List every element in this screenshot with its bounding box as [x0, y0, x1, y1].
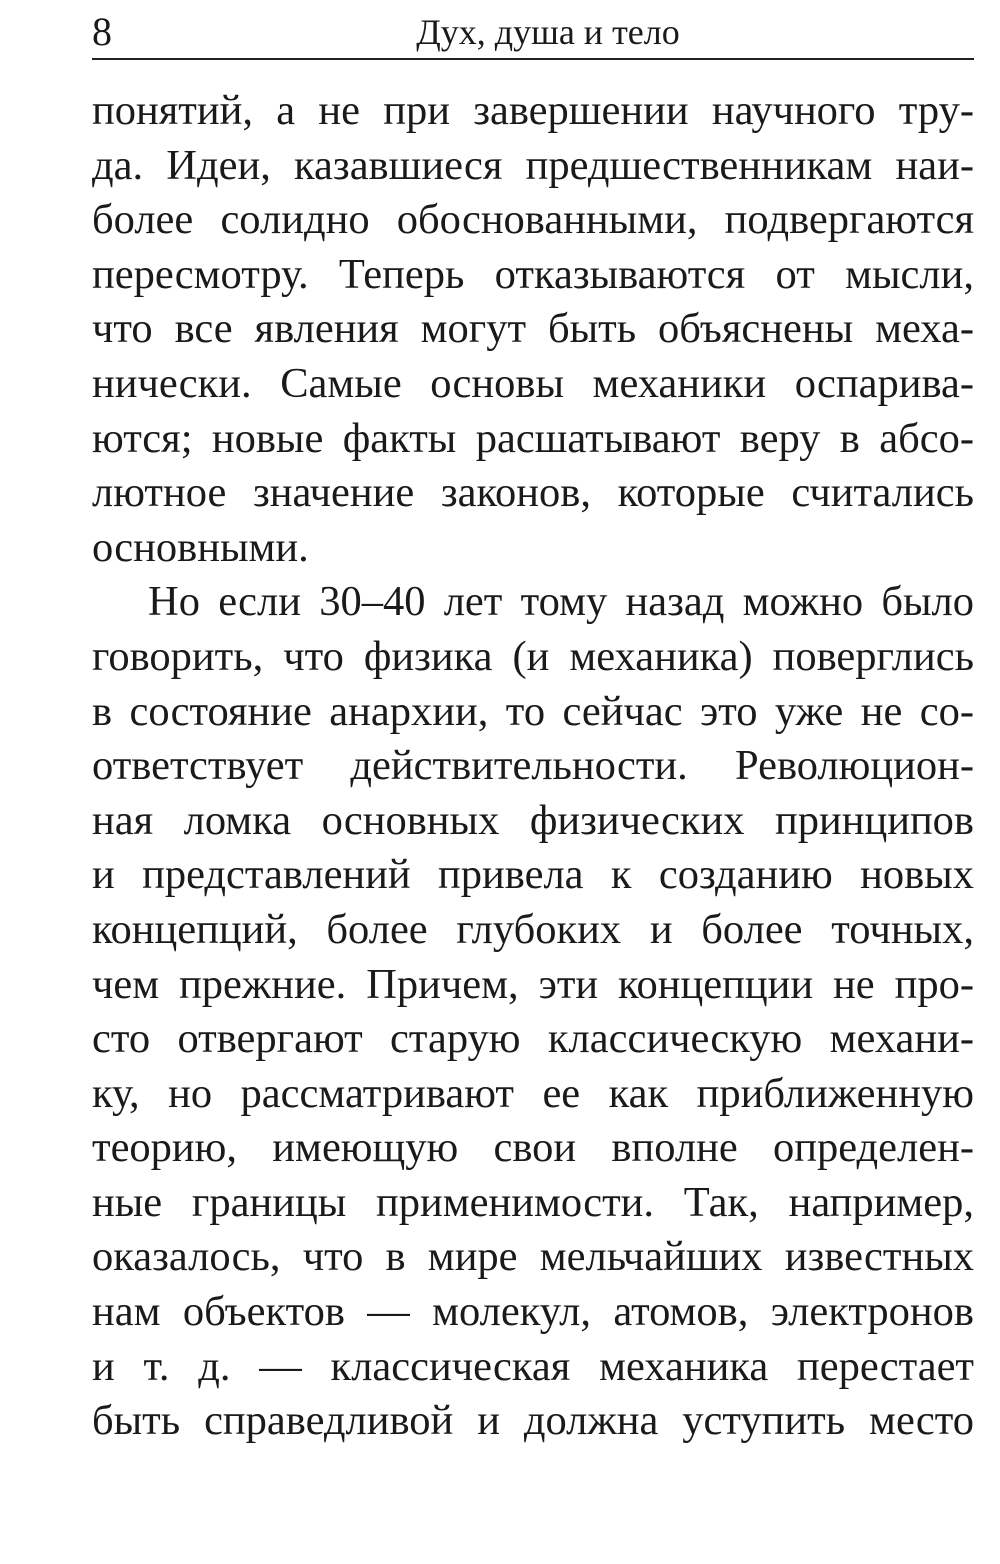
- text-line: и представлений привела к созданию новых: [92, 851, 974, 899]
- text-line: что все явления могут быть объяснены меха-: [92, 305, 974, 353]
- text-line: быть справедливой и должна уступить место: [92, 1397, 974, 1445]
- text-line: более солидно обоснованными, подвергаются: [92, 196, 974, 244]
- text-line: ные границы применимости. Так, например,: [92, 1178, 974, 1226]
- text-line: оказалось, что в мире мельчайших известных: [92, 1233, 974, 1281]
- text-line: нически. Самые основы механики оспарива-: [92, 359, 974, 407]
- text-line: ответствует действительности. Революцион-: [92, 742, 974, 790]
- text-line: концепций, более глубоких и более точных,: [92, 905, 974, 953]
- page-number: 8: [92, 9, 112, 54]
- text-line: лютное значение законов, которые считались: [92, 469, 974, 517]
- text-line: основными.: [92, 523, 309, 571]
- header-rule: [92, 58, 974, 60]
- text-line: и т. д. — классическая механика перестает: [92, 1342, 974, 1390]
- text-line: пересмотру. Теперь отказываются от мысли,: [92, 250, 974, 298]
- text-line: сто отвергают старую классическую механи-: [92, 1015, 974, 1063]
- text-line: нам объектов — молекул, атомов, электронов: [92, 1288, 974, 1336]
- text-line: ку, но рассматривают ее как приближенную: [92, 1069, 974, 1117]
- text-line: ная ломка основных физических принципов: [92, 796, 974, 844]
- text-line: теорию, имеющую свои вполне определен-: [92, 1124, 974, 1172]
- text-line: да. Идеи, казавшиеся предшественникам наи-: [92, 141, 974, 189]
- running-title: Дух, душа и тело: [416, 12, 680, 52]
- running-head: [92, 4, 974, 52]
- text-line: понятий, а не при завершении научного тру-: [92, 87, 974, 134]
- text-line: чем прежние. Причем, эти концепции не про-: [92, 960, 974, 1008]
- text-line: ются; новые факты расшатывают веру в абсо-: [92, 414, 974, 462]
- body-text: [92, 84, 974, 1449]
- text-line: Но если 30–40 лет тому назад можно было: [148, 578, 974, 626]
- text-line: в состояние анархии, то сейчас это уже не со-: [92, 687, 974, 735]
- text-line: говорить, что физика (и механика) поверглись: [92, 632, 974, 680]
